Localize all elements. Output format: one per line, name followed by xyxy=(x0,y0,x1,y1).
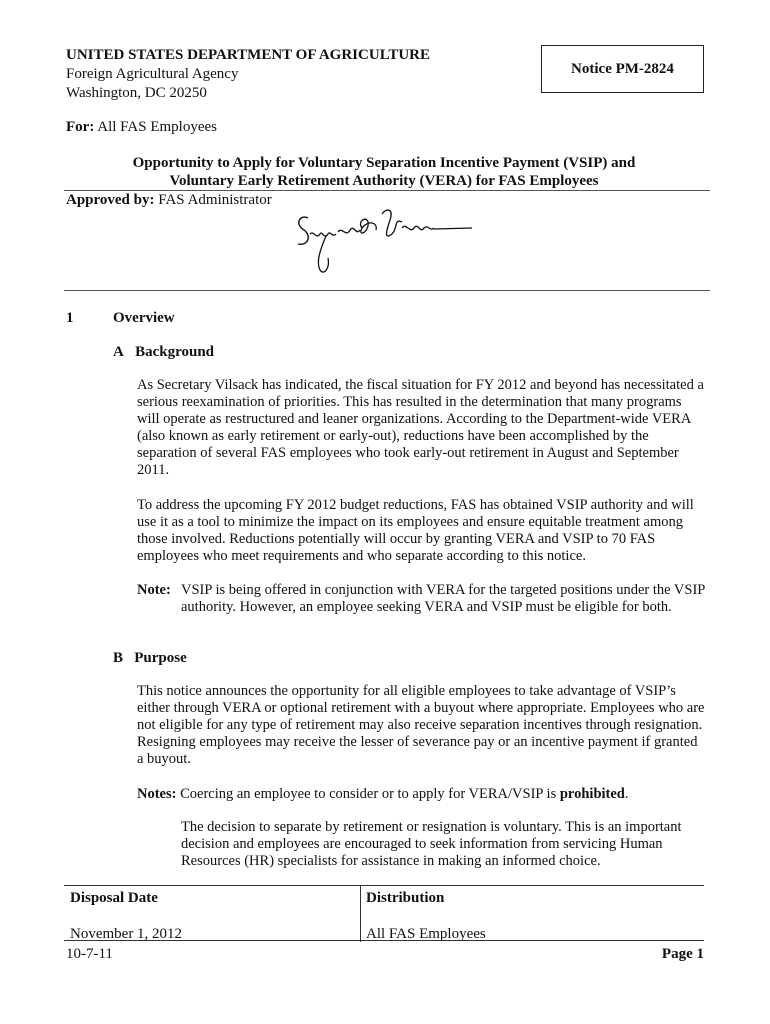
disposal-date-header: Disposal Date xyxy=(70,890,158,906)
notes-paragraph-2: The decision to separate by retirement or resignation is voluntary. This is an important decision and employees are encouraged to seek information from servicing Human Resources (HR) specialists for assistance in making an informed choice. xyxy=(181,819,682,869)
table-divider xyxy=(360,886,361,942)
agency-title: UNITED STATES DEPARTMENT OF AGRICULTURE xyxy=(66,47,430,63)
subsection-b-letter: B xyxy=(113,650,124,666)
signature xyxy=(290,200,480,282)
page-number: Page 1 xyxy=(661,946,704,962)
disposal-date-value: November 1, 2012 xyxy=(70,926,183,942)
approval-line xyxy=(66,192,272,209)
footer-date: 10-7-11 xyxy=(66,946,113,962)
background-paragraph-2: To address the upcoming FY 2012 budget reductions, FAS has obtained VSIP authority and will use it as a tool to minimize the impact on its employees and ensure equitable treatment among those involved. Reductions potentially will occur by granting VERA and VSIP to 70 FAS employees who meet requirements and who separate according to this notice. xyxy=(137,497,694,564)
section-title: Overview xyxy=(113,310,175,326)
approval-value: FAS Administrator xyxy=(158,192,272,208)
title-rule xyxy=(64,190,710,191)
subsection-b-title: Purpose xyxy=(134,650,187,666)
approval-label: Approved by: xyxy=(66,192,155,208)
agency-subtitle: Foreign Agricultural Agency xyxy=(66,66,239,82)
subsection-a-letter: A xyxy=(113,344,124,360)
subsection-b-heading xyxy=(113,650,187,667)
distribution-header: Distribution xyxy=(366,890,445,906)
notes-line xyxy=(137,786,707,803)
purpose-paragraph: This notice announces the opportunity for all eligible employees to take advantage of VSIP’s either through VERA or optional retirement with a buyout where appropriate. Employees who are not eligible for any type of retirement may also receive separation incentives through resignation. Resigning employees may receive the lesser of severance pay or an incentive payment if granted a buyout. xyxy=(137,683,705,767)
notes-emphasis: prohibited xyxy=(559,786,625,802)
notes-text: Coercing an employee to consider or to apply for VERA/VSIP is xyxy=(180,786,557,802)
document-title-line2: Voluntary Early Retirement Authority (VERA) for FAS Employees xyxy=(169,173,599,189)
subsection-a-title: Background xyxy=(135,344,215,360)
notes-period: . xyxy=(624,786,629,802)
footer-rule xyxy=(64,940,704,941)
distribution-value: All FAS Employees xyxy=(366,926,486,942)
notes-label: Notes: xyxy=(137,786,177,802)
for-label: For: xyxy=(66,119,95,135)
notice-number-box xyxy=(541,45,704,93)
for-line xyxy=(66,119,217,136)
note-text: VSIP is being offered in conjunction with VERA for the targeted positions under the VSIP authority. However, an employee seeking VERA and VSIP must be eligible for both. xyxy=(181,582,705,615)
agency-address: Washington, DC 20250 xyxy=(66,85,207,101)
document-title-line1: Opportunity to Apply for Voluntary Separation Incentive Payment (VSIP) and xyxy=(132,155,636,171)
note-label: Note: xyxy=(137,582,171,598)
background-paragraph-1: As Secretary Vilsack has indicated, the fiscal situation for FY 2012 and beyond has necessitated a serious reexamination of priorities. This has resulted in the determination that many programs will operate as restructured and leaner organizations. According to the Department-wide VERA (also known as early retirement or early-out), reductions have been accomplished by the separation of several FAS employees who took early-out retirement in August and September 2011. xyxy=(137,377,704,478)
approval-rule xyxy=(64,290,710,291)
for-value: All FAS Employees xyxy=(97,119,217,135)
subsection-a-heading xyxy=(113,344,214,361)
section-number: 1 xyxy=(66,310,74,326)
disposal-distribution-table xyxy=(64,885,704,942)
notice-number: Notice PM-2824 xyxy=(571,60,674,77)
